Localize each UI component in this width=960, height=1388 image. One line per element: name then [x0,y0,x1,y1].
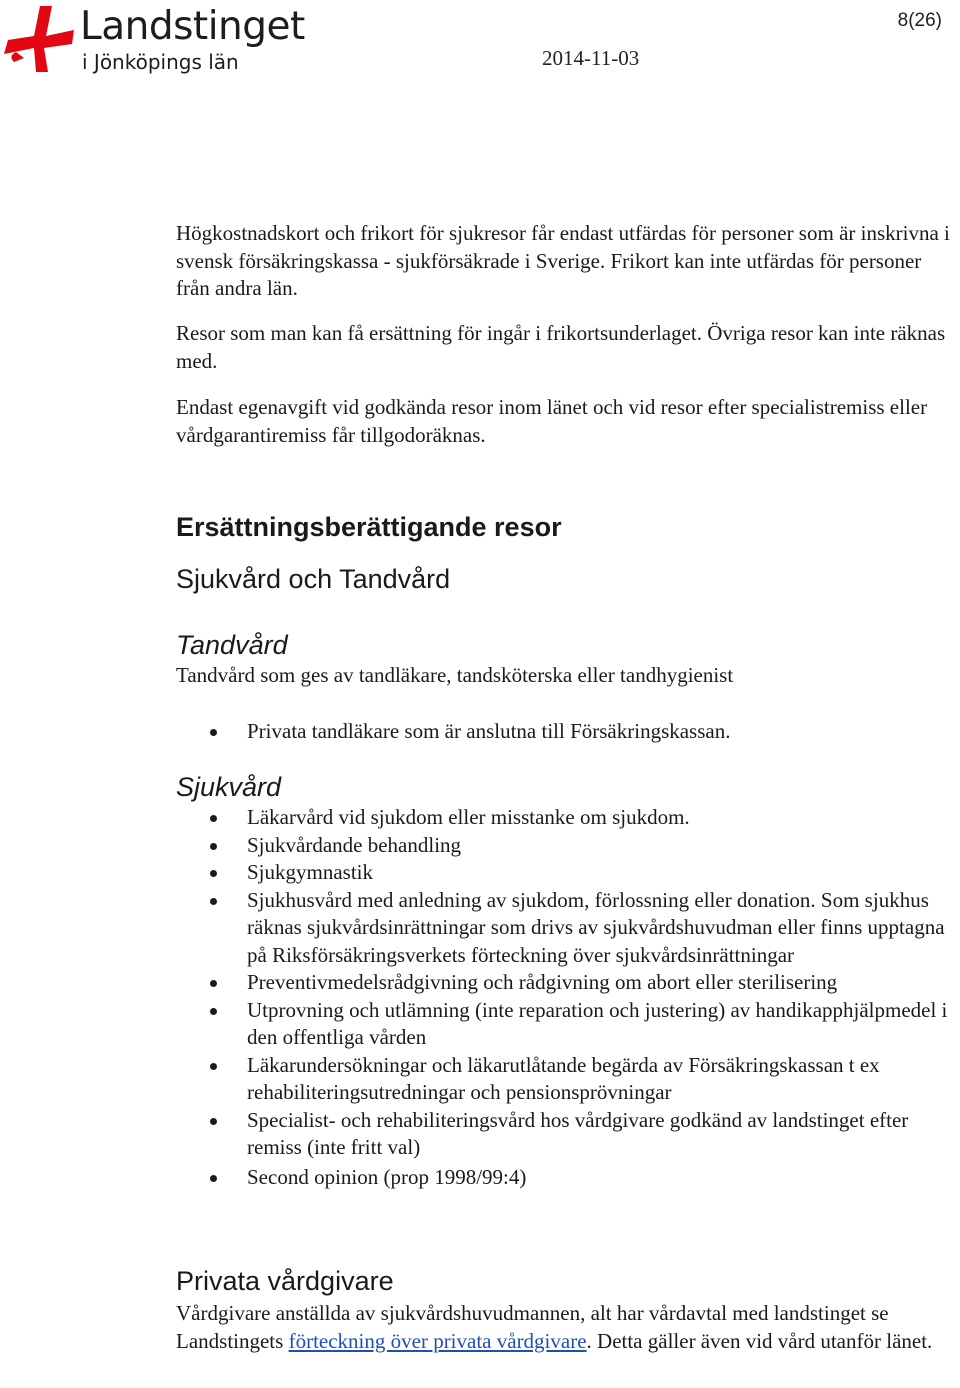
list-item: Läkarvård vid sjukdom eller misstanke om sjukdom. [176,804,956,832]
bullet-icon [210,1175,217,1182]
bullet-icon [210,843,217,850]
bullet-icon [210,1118,217,1125]
intro-paragraph-1: Högkostnadskort och frikort för sjukresor får endast utfärdas för personer som är inskrivna i svensk försäkringskassa - sjukförsäkrade i Sverige. Frikort kan inte utfärdas för personer från andra län. [176,221,950,300]
sjukvard-list [176,804,956,1191]
list-item: Specialist- och rehabiliteringsvård hos vårdgivare godkänd av landstinget efter remiss (inte fritt val) [176,1107,956,1162]
privata-heading: Privata vårdgivare [176,1266,394,1296]
bullet-icon [210,1063,217,1070]
bullet-icon [210,898,217,905]
document-date: 2014-11-03 [542,46,640,70]
list-item: Sjukgymnastik [176,859,956,887]
bullet-icon [210,815,217,822]
privata-vardgivare-link[interactable]: förteckning över privata vårdgivare [288,1328,587,1353]
logo-subtitle: i Jönköpings län [82,50,239,74]
intro-paragraph-3: Endast egenavgift vid godkända resor inom länet och vid resor efter specialistremiss eller vårdgarantiremiss får tillgodoräknas. [176,395,928,447]
section-subtitle: Sjukvård och Tandvård [176,564,451,594]
section-title: Ersättningsberättigande resor [176,512,562,542]
tandvard-heading: Tandvård [176,630,288,660]
privata-text: Vårdgivare anställda av sjukvårdshuvudmannen, alt har vårdavtal med landstinget se Landstingets förteckning över privata vårdgivare. Detta gäller även vid vård utanför länet. [176,1301,933,1353]
intro-paragraph-2: Resor som man kan få ersättning för ingår i frikortsunderlaget. Övriga resor kan inte räknas med. [176,321,946,373]
logo [0,0,320,80]
list-item: Privata tandläkare som är anslutna till Försäkringskassan. [176,718,956,746]
landstinget-logo-icon [0,2,80,74]
list-item: Läkarundersökningar och läkarutlåtande begärda av Försäkringskassan t ex rehabiliteringsutredningar och pensionsprövningar [176,1052,956,1107]
bullet-icon [210,729,217,736]
bullet-icon [210,980,217,987]
tandvard-text: Tandvård som ges av tandläkare, tandsköterska eller tandhygienist [176,663,734,687]
list-item: Utprovning och utlämning (inte reparation och justering) av handikapphjälpmedel i den offentliga vården [176,997,956,1052]
page-number: 8(26) [897,10,942,31]
bullet-icon [210,870,217,877]
tandvard-list [176,718,956,746]
logo-title: Landstinget [80,4,305,49]
sjukvard-heading: Sjukvård [176,772,282,802]
list-item: Preventivmedelsrådgivning och rådgivning om abort eller sterilisering [176,969,956,997]
list-item: Sjukhusvård med anledning av sjukdom, förlossning eller donation. Som sjukhus räknas sjukvårdsinrättningar som drivs av sjukvårdshuvudman eller finns upptagna på Riksförsäkringsverkets förteckning över sjukvårdsinrättningar [176,887,956,970]
bullet-icon [210,1008,217,1015]
list-item: Sjukvårdande behandling [176,832,956,860]
list-item: Second opinion (prop 1998/99:4) [176,1164,956,1192]
